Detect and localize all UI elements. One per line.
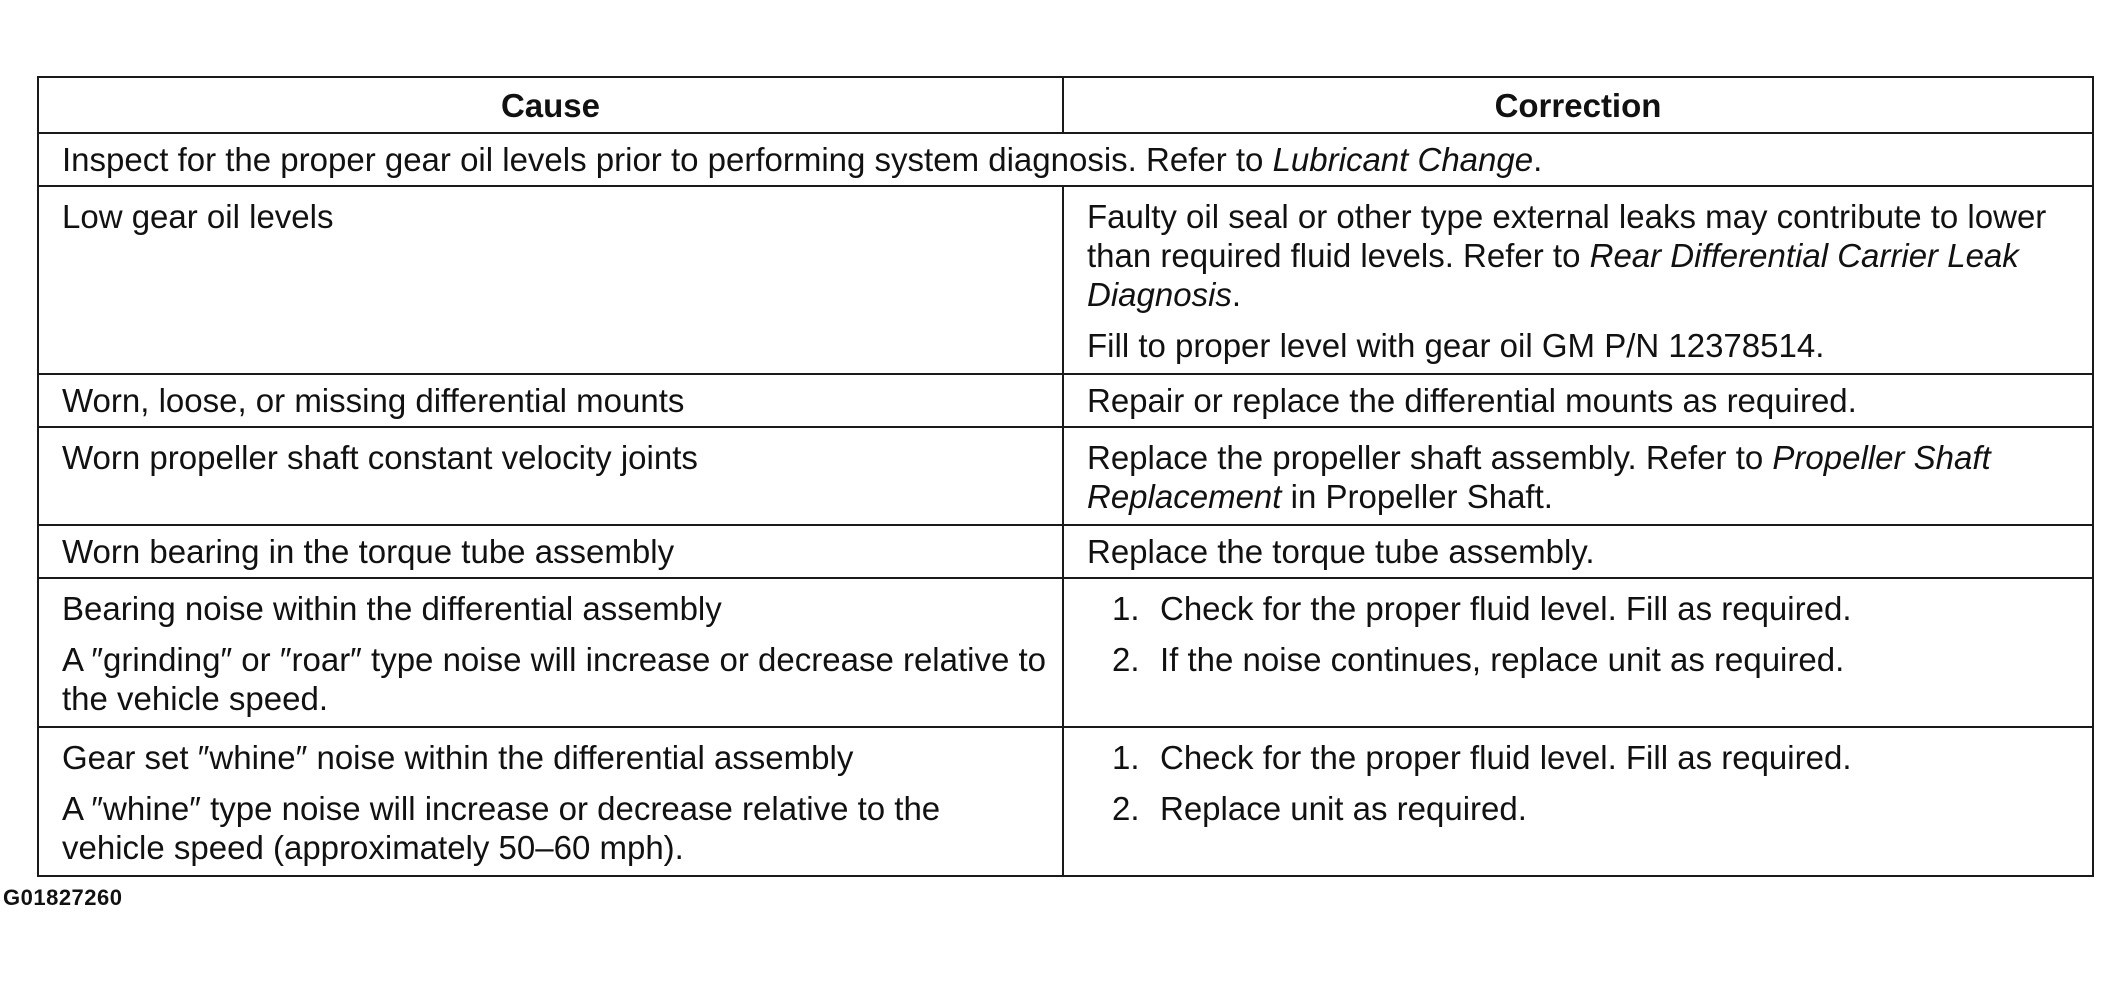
cause-text: Gear set ″whine″ noise within the differential assembly	[62, 739, 854, 776]
table-row	[38, 186, 2093, 374]
correction-cell	[1063, 578, 2093, 727]
step-item	[1112, 640, 2080, 679]
cause-text: Bearing noise within the differential assembly	[62, 590, 722, 627]
cause-description: A ″whine″ type noise will increase or decrease relative to the vehicle speed (approximately 50–60 mph).	[62, 790, 941, 866]
table-row	[38, 578, 2093, 727]
header-cause: Cause	[38, 77, 1063, 133]
table-row	[38, 525, 2093, 578]
cause-cell	[38, 186, 1063, 374]
step-number: 2.	[1112, 641, 1140, 678]
correction-text: Fill to proper level with gear oil GM P/N 12378514.	[1087, 327, 1825, 364]
cause-description: A ″grinding″ or ″roar″ type noise will increase or decrease relative to the vehicle speed.	[62, 641, 1047, 717]
table-row	[38, 427, 2093, 525]
table-row-intro	[38, 133, 2093, 186]
step-number: 1.	[1112, 590, 1140, 627]
cause-text: Low gear oil levels	[62, 198, 334, 235]
intro-text-end: .	[1533, 141, 1543, 178]
correction-text-part: Faulty oil seal or other type external leaks may contribute to lower than required fluid levels. Refer to	[1087, 198, 2047, 274]
correction-text-end: in Propeller Shaft.	[1281, 478, 1553, 515]
cause-cell	[38, 427, 1063, 525]
correction-text	[1087, 197, 2080, 314]
cause-text: Worn bearing in the torque tube assembly	[62, 533, 675, 570]
correction-text	[1087, 438, 2080, 516]
correction-cell	[1063, 427, 2093, 525]
step-text: Check for the proper fluid level. Fill as required.	[1160, 739, 1852, 776]
correction-text-part: Replace the propeller shaft assembly. Refer to	[1087, 439, 1773, 476]
intro-text: Inspect for the proper gear oil levels prior to performing system diagnosis. Refer to	[62, 141, 1273, 178]
correction-cell	[1063, 525, 2093, 578]
table-header-row	[38, 77, 2093, 133]
cause-cell	[38, 374, 1063, 427]
correction-cell	[1063, 374, 2093, 427]
correction-text: Repair or replace the differential mounts as required.	[1087, 382, 1857, 419]
table-row	[38, 374, 2093, 427]
correction-cell	[1063, 727, 2093, 876]
step-item	[1112, 789, 2080, 828]
cause-cell	[38, 525, 1063, 578]
step-number: 1.	[1112, 739, 1140, 776]
correction-reference-link[interactable]: Propeller Shaft Replacement	[1087, 439, 1991, 515]
correction-text-end: .	[1231, 276, 1242, 313]
step-text: If the noise continues, replace unit as required.	[1160, 641, 1845, 678]
diagnosis-table	[37, 76, 2094, 877]
header-correction: Correction	[1063, 77, 2093, 133]
step-item	[1112, 738, 2080, 777]
step-item	[1112, 589, 2080, 628]
correction-cell	[1063, 186, 2093, 374]
correction-steps	[1087, 589, 2080, 679]
step-text: Replace unit as required.	[1160, 790, 1527, 827]
intro-cell	[38, 133, 2093, 186]
cause-text: Worn, loose, or missing differential mounts	[62, 382, 685, 419]
correction-reference-link[interactable]: Rear Differential Carrier Leak Diagnosis	[1087, 237, 2019, 313]
intro-reference-link[interactable]: Lubricant Change	[1272, 141, 1534, 178]
cause-text: Worn propeller shaft constant velocity joints	[62, 439, 698, 476]
step-text: Check for the proper fluid level. Fill as required.	[1160, 590, 1852, 627]
table-row	[38, 727, 2093, 876]
correction-steps	[1087, 738, 2080, 828]
figure-id-label: G01827260	[3, 885, 123, 910]
cause-cell	[38, 727, 1063, 876]
cause-cell	[38, 578, 1063, 727]
correction-text: Replace the torque tube assembly.	[1087, 533, 1595, 570]
step-number: 2.	[1112, 790, 1140, 827]
